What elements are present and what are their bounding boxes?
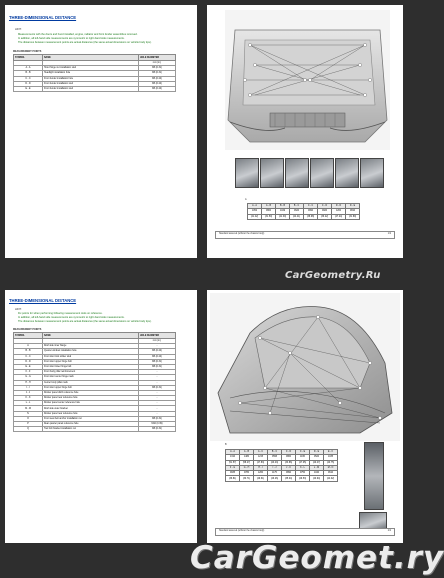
detail-photo: [360, 158, 384, 188]
table-row: C - C Front fender installation hole M6 (0.24): [14, 76, 176, 81]
dimension-value-row: 1052 0800 1049 0620 0990 0920 1200 0810: [248, 209, 360, 214]
dimension-inch-row: (41.42) (31.50) (41.30) (24.41) (38.98) (36.22) (47.24) (31.89): [248, 214, 360, 219]
table-row: F - F Front body pillar reinforcement -: [14, 370, 176, 375]
bottom-right-page: [207, 290, 403, 543]
table-row: G - G Front door center hinge mark -: [14, 375, 176, 380]
table-row: A - A Hood hinge nut installation stud M8 (0.31): [14, 66, 176, 71]
dimension-inch-row: (51.57) (58.27) (47.83) (23.43) (33.86) (47.05) (20.47) (40.75): [226, 460, 338, 465]
table-row: D - D Front fender installation stud M6 (0.24): [14, 81, 176, 86]
figure-label: A: [245, 198, 247, 201]
note-line: Fix points for when performing following measurement tools on reference.: [18, 312, 103, 315]
dimension-header-row: F - G G - H H - I I - J J - K K - L L - M M - N: [226, 465, 338, 470]
table-caption: MEASUREMENT POINTS: [13, 50, 42, 53]
table-row: D - D Front door upper hinge bolt M8 (0.31): [14, 359, 176, 364]
table-row: P Rear quarter panel reference hole M10 (0.39): [14, 422, 176, 427]
page-footer: [215, 231, 395, 239]
dimensions-table: [247, 203, 360, 220]
note-line: Measurements with the doors and hood installed, engine, radiator and front fender assemblies removed.: [18, 33, 138, 36]
section-title: THREE-DIMENSIONAL DISTANCE: [9, 298, 77, 303]
footer-caption: Standard assured (without the chassis body): [219, 530, 265, 532]
dimension-value-row: 0935 0780 1260 1175 0890 0750 1040 0610: [226, 471, 338, 476]
hint-label: HINT:: [15, 308, 22, 311]
top-left-page: [5, 5, 197, 258]
table-row: M - M Roof side outer bracket -: [14, 406, 176, 411]
table-caption: MEASUREMENT POINTS: [13, 328, 42, 331]
unit-cell: mm (in.): [139, 61, 176, 66]
engine-bay-drawing: [225, 10, 390, 150]
dimension-header-row: A - A A - B A - C B - C C - D C - E D - E E - F: [226, 450, 338, 455]
detail-photo-strip: [235, 158, 384, 188]
dimension-header-row: A - A A - B B - B B - C C - C C - D D - D D - E: [248, 204, 360, 209]
detail-photo: [335, 158, 359, 188]
table-row: O Front seat belt anchor installation nut M8 (0.31): [14, 416, 176, 421]
note-line: The distances between measurement points are actual distances (the same actual dimensions on vehicle body tips).: [18, 320, 152, 323]
footer-page-number: 2/2: [387, 530, 391, 532]
table-row: N Rocker panel rear reference hole -: [14, 411, 176, 416]
note-line: In addition, all left-hand side measurements are symmetric to right-hand side measurements.: [18, 37, 125, 40]
table-row: B - B Headlight installation hole M8 (0.31): [14, 71, 176, 76]
bottom-left-page: [5, 290, 197, 543]
column-header: SYMBOL: [14, 333, 43, 339]
column-header: NAME: [43, 333, 139, 339]
figure-label: B: [225, 443, 227, 446]
detail-photo: [310, 158, 334, 188]
unit-cell: mm (in.): [139, 339, 176, 344]
table-row: B - B Quarter window installation hole M6 (0.24): [14, 349, 176, 354]
table-row: I - I Front door upper hinge bolt M8 (0.31): [14, 385, 176, 390]
top-right-page: [207, 5, 403, 258]
column-header: HOLE DIAMETER: [139, 55, 176, 61]
watermark-small: CarGeometry.Ru: [285, 270, 381, 281]
note-line: The distances between measurement points are actual distances (the same actual dimensions on vehicle body tips).: [18, 41, 152, 44]
dimension-value-row: 1310 1480 1215 0595 0860 1195 0520 1035: [226, 455, 338, 460]
detail-photo: [364, 442, 384, 510]
watermark-big: CarGeomet.ry: [190, 540, 444, 576]
footer-page-number: 1/2: [387, 233, 391, 235]
table-row: E - E Front door lower hinge bolt M8 (0.31): [14, 364, 176, 369]
dimensions-table: [225, 449, 338, 482]
table-row: H - H Center body pillar mark -: [14, 380, 176, 385]
table-row: A Roof side inner flange -: [14, 344, 176, 349]
column-header: NAME: [43, 55, 139, 61]
body-side-diagram: [210, 293, 400, 441]
column-header: HOLE DIAMETER: [139, 333, 176, 339]
measurement-points-table: [13, 332, 176, 432]
table-row: Q Tow bolt bracket installation nut M8 (0.31): [14, 427, 176, 432]
section-title: THREE-DIMENSIONAL DISTANCE: [9, 15, 77, 20]
detail-photo: [235, 158, 259, 188]
body-side-drawing: [210, 293, 400, 441]
table-row: J - J Rocker panel ditch reference hole -: [14, 390, 176, 395]
table-row: C - C Front door lock striker stud M6 (0.24): [14, 354, 176, 359]
note-line: In addition, all left-hand side measurements are symmetric to right-hand side measurements.: [18, 316, 125, 319]
footer-caption: Standard assured (without the chassis body): [219, 233, 265, 235]
engine-bay-diagram: [225, 10, 390, 150]
dimension-inch-row: (36.81) (30.71) (49.61) (46.26) (35.04) (29.53) (40.94) (24.02): [226, 476, 338, 481]
hint-label: HINT:: [15, 28, 22, 31]
table-row: K - K Rocker panel rear reference hole -: [14, 396, 176, 401]
measurement-points-table: [13, 54, 176, 92]
detail-photo: [285, 158, 309, 188]
column-header: SYMBOL: [14, 55, 43, 61]
table-row: L - L Rocker panel center reference hole -: [14, 401, 176, 406]
page-footer: [215, 528, 395, 536]
detail-photo: [260, 158, 284, 188]
table-row: E - E Front fender installation stud M6 (0.24): [14, 86, 176, 91]
